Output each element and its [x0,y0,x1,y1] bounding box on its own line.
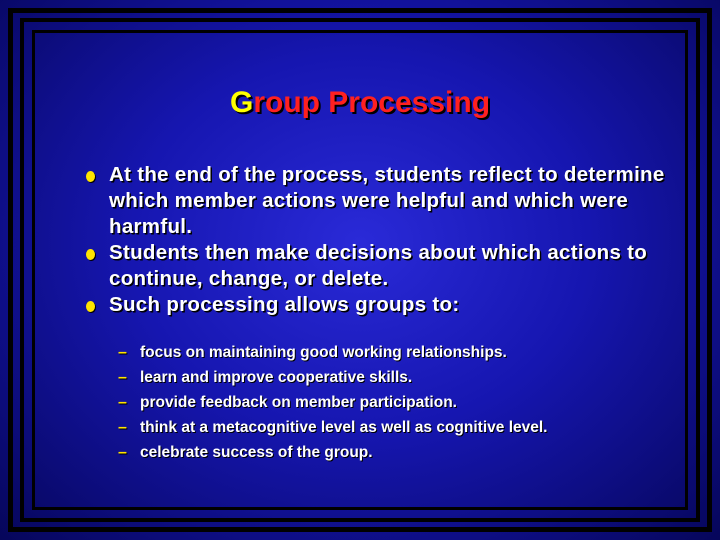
sub-bullet-item [118,340,678,365]
sub-bullet-text: celebrate success of the group. [140,444,373,461]
title-rest: roup Processing [253,86,491,119]
sub-bullet-text: provide feedback on member participation. [140,394,457,411]
bullet-item [86,240,666,292]
sub-bullet-text: learn and improve cooperative skills. [140,369,413,386]
title-initial: G [229,86,254,119]
slide-title [0,86,720,120]
bullet-text: Students then make decisions about which actions to continue, change, or delete. [109,241,648,290]
bullet-list [86,162,666,318]
bullet-dot-icon [86,249,95,260]
bullet-text: Such processing allows groups to: [109,293,460,316]
bullet-item [86,162,666,240]
dash-icon: – [118,344,127,361]
sub-bullet-item [118,365,678,390]
bullet-dot-icon [86,171,95,182]
bullet-dot-icon [86,301,95,312]
sub-bullet-item [118,440,678,465]
dash-icon: – [118,394,127,411]
sub-bullet-text: think at a metacognitive level as well as cognitive level. [140,419,548,436]
sub-bullet-list [118,340,678,465]
sub-bullet-item [118,390,678,415]
dash-icon: – [118,419,127,436]
bullet-text: At the end of the process, students reflect to determine which member actions were helpful and which were harmful. [109,163,665,238]
sub-bullet-text: focus on maintaining good working relationships. [140,344,507,361]
sub-bullet-item [118,415,678,440]
bullet-item [86,292,666,318]
dash-icon: – [118,444,127,461]
dash-icon: – [118,369,127,386]
